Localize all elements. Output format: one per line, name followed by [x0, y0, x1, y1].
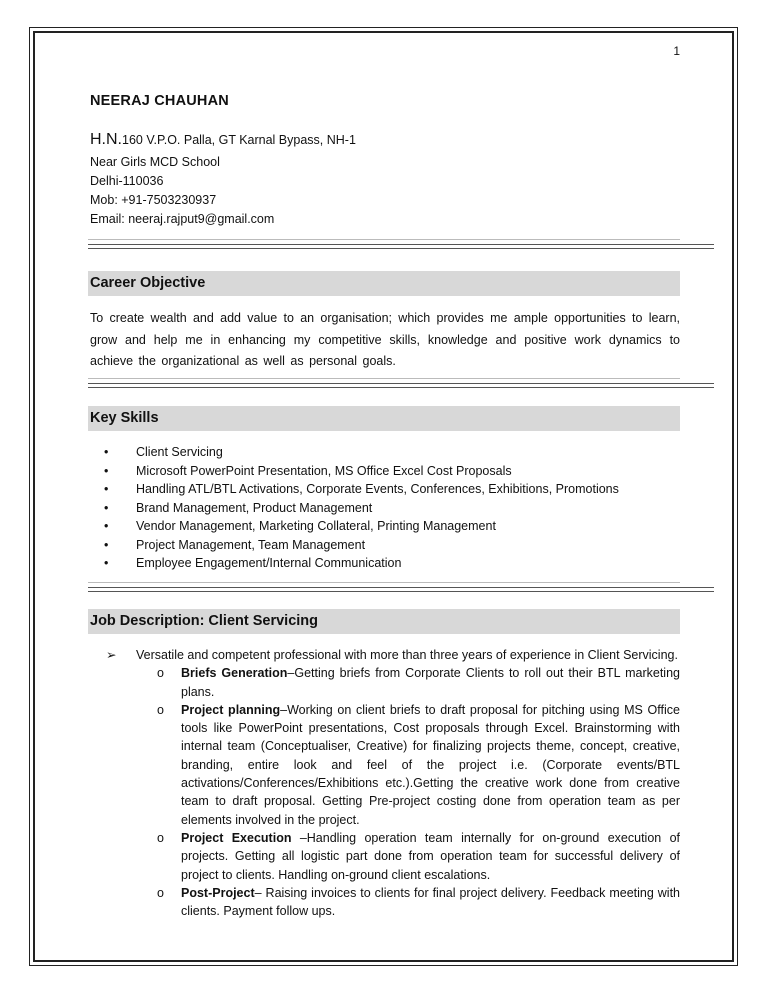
item-text: –Handling operation team internally for on-ground execution of projects. Getting all logistic part done from operation team for successful delivery of project to clients. Handling on-ground client escalations. [181, 830, 680, 882]
address-line-2: Near Girls MCD School [90, 155, 220, 169]
bullet-icon: • [104, 556, 109, 570]
bullet-icon: • [104, 537, 109, 552]
list-item [90, 554, 619, 573]
skill-text: Client Servicing [136, 445, 223, 459]
skill-text: Employee Engagement/Internal Communication [136, 556, 402, 570]
key-skills-heading: Key Skills [88, 406, 680, 431]
job-description-body [90, 646, 680, 920]
mobile-number: Mob: +91-7503230937 [90, 193, 217, 207]
skill-text: Brand Management, Product Management [136, 500, 373, 515]
divider [88, 582, 680, 583]
career-objective-heading: Career Objective [88, 271, 680, 296]
address-line-1 [90, 130, 356, 150]
bullet-icon: • [104, 445, 109, 459]
bullet-icon: • [104, 519, 109, 533]
career-objective-text: To create wealth and add value to an organisation; which provides me ample opportunities to learn, grow and help me in enhancing my competitive skills, knowledge and positive work dynamics to achieve the organizational as well as personal goals. [90, 311, 680, 368]
circle-bullet-icon: o [157, 885, 164, 900]
list-item [90, 664, 680, 701]
bullet-icon: • [104, 500, 109, 515]
section-divider [88, 383, 714, 388]
circle-bullet-icon: o [157, 702, 164, 717]
list-item [90, 536, 619, 555]
arrow-bullet-icon: ➢ [106, 648, 117, 662]
section-divider [88, 587, 714, 592]
item-text: – Raising invoices to clients for final project delivery. Feedback meeting with clients. Payment follow ups. [181, 885, 680, 919]
list-item [90, 517, 619, 536]
section-divider [88, 244, 714, 249]
skill-text: Project Management, Team Management [136, 537, 366, 552]
item-title: Briefs Generation [181, 666, 288, 681]
list-item [90, 499, 619, 518]
list-item [90, 884, 680, 921]
list-item [90, 462, 619, 481]
job-intro [90, 646, 680, 664]
list-item [90, 480, 619, 499]
candidate-name: NEERAJ CHAUHAN [90, 93, 229, 109]
item-title: Project Execution [181, 830, 292, 845]
bullet-icon: • [104, 463, 109, 478]
key-skills-list [90, 443, 619, 573]
bullet-icon: • [104, 482, 109, 496]
skill-text: Handling ATL/BTL Activations, Corporate Events, Conferences, Exhibitions, Promotions [136, 482, 619, 496]
circle-bullet-icon: o [157, 830, 164, 845]
divider [88, 239, 680, 240]
item-title: Project planning [181, 702, 281, 717]
page-number: 1 [673, 44, 680, 58]
email-address: Email: neeraj.rajput9@gmail.com [90, 212, 275, 226]
skill-text: Vendor Management, Marketing Collateral, Printing Management [136, 519, 496, 533]
list-item [90, 701, 680, 829]
job-description-heading: Job Description: Client Servicing [88, 609, 680, 634]
address-line-3: Delhi-110036 [90, 174, 164, 188]
item-title: Post-Project [181, 885, 255, 900]
job-intro-text: Versatile and competent professional with more than three years of experience in Client Servicing. [136, 648, 678, 662]
skill-text: Microsoft PowerPoint Presentation, MS Office Excel Cost Proposals [136, 463, 512, 478]
address-line-1-text: 160 V.P.O. Palla, GT Karnal Bypass, NH-1 [122, 133, 356, 147]
item-text: –Getting briefs from Corporate Clients to roll out their BTL marketing plans. [181, 666, 680, 699]
list-item [90, 829, 680, 884]
divider [88, 378, 680, 379]
circle-bullet-icon: o [157, 666, 164, 681]
item-text: –Working on client briefs to draft proposal for pitching using MS Office tools like PowerPoint presentations, Cost proposals through Excel. Brainstorming with internal team (Conceptualiser, Creative) for finalizing projects theme, concept, creative, branding, entire look and feel of the project i.e. (Corporate events/BTL activations/Conferences/Exhibitions etc.).Getting the creative work done from creative team to draft proposal. Getting Pre-project costing done from operation team as per elements involved in the project. [181, 702, 680, 827]
list-item [90, 443, 619, 462]
address-prefix: H.N. [90, 131, 122, 148]
